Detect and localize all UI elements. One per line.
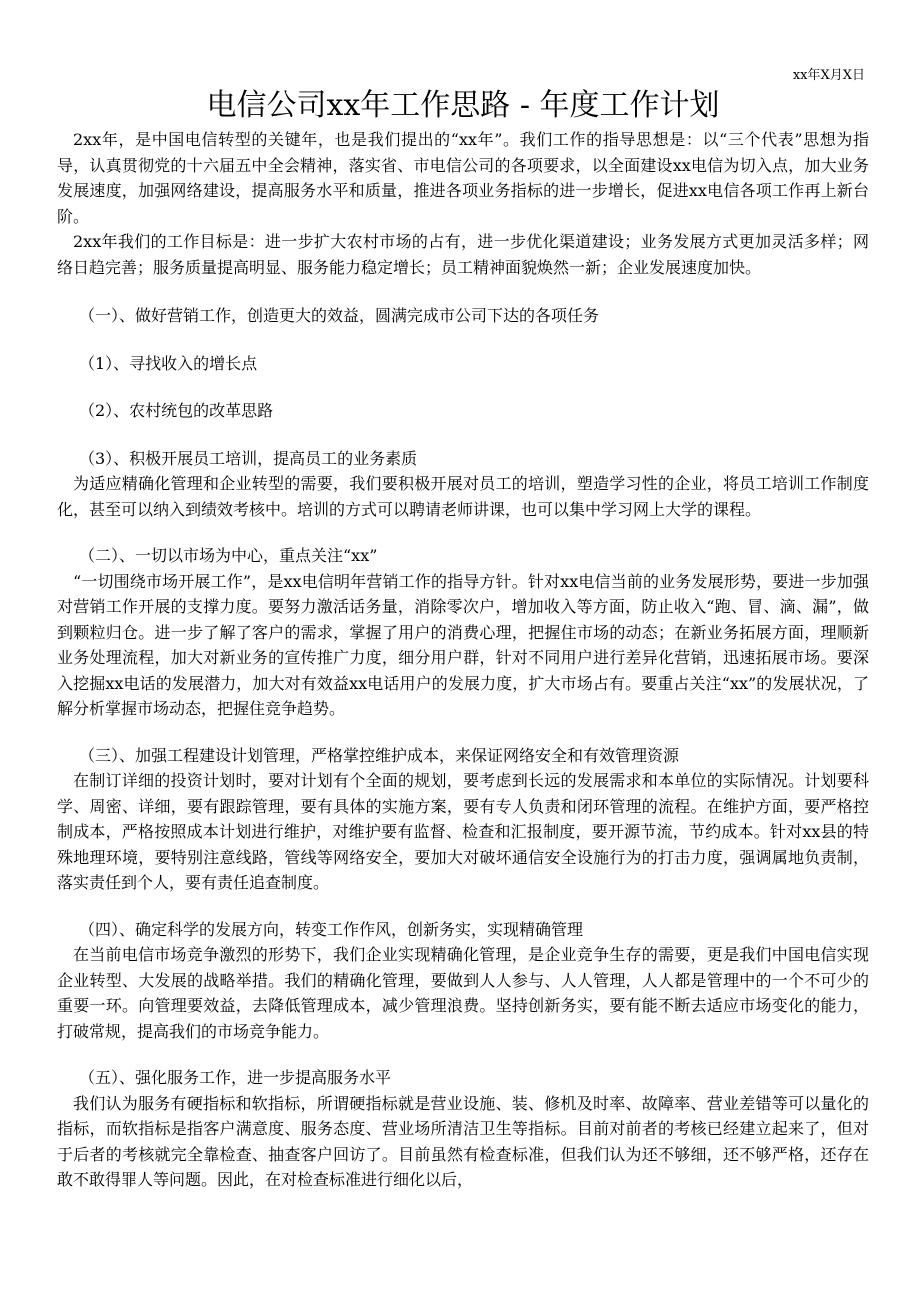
section-heading-3: （三）、加强工程建设计划管理，严格掌控维护成本，来保证网络安全和有效管理资源 xyxy=(79,745,680,765)
section-heading-4: （四）、确定科学的发展方向，转变工作作风，创新务实，实现精确管理 xyxy=(79,919,584,939)
paragraph-intro: 2xx年，是中国电信转型的关键年，也是我们提出的“xx年”。我们工作的指导思想是：以“三个代表”思想为指导，认真贯彻党的十六届五中全会精神，落实省、市电信公司的各项要求，以全面建设xx电信为切入点，加大业务发展速度，加强网络建设，提高服务水平和质量，推进各项业务指标的进一步增长，促进xx电信各项工作再上新台阶。 xyxy=(57,130,869,226)
subsection-heading-1: （1）、寻找收入的增长点 xyxy=(79,353,258,373)
document-title: 电信公司xx年工作思路 - 年度工作计划 xyxy=(206,88,720,123)
paragraph-service: 我们认为服务有硬指标和软指标，所谓硬指标就是营业设施、装、修机及时率、故障率、营业差错等可以量化的指标，而软指标是指客户满意度、服务态度、营业场所清洁卫生等指标。目前对前者的考核已经建立起来了，但对于后者的考核就完全靠检查、抽查客户回访了。目前虽然有检查标准，但我们认为还不够细，还不够严格，还存在敢不敢得罪人等问题。因此，在对检查标准进行细化以后， xyxy=(57,1093,869,1189)
paragraph-goals: 2xx年我们的工作目标是：进一步扩大农村市场的占有，进一步优化渠道建设；业务发展方式更加灵活多样；网络日趋完善；服务质量提高明显、服务能力稳定增长；员工精神面貌焕然一新；企业发展速度加快。 xyxy=(57,232,869,277)
paragraph-market: “一切围绕市场开展工作”，是xx电信明年营销工作的指导方针。针对xx电信当前的业务发展形势，要进一步加强对营销工作开展的支撑力度。要努力激活话务量，消除零次户，增加收入等方面，防止收入“跑、冒、滴、漏”，做到颗粒归仓。进一步了解了客户的需求，掌握了用户的消费心理，把握住市场的动态；在新业务拓展方面，理顺新业务处理流程，加大对新业务的宣传推广力度，细分用户群，针对不同用户进行差异化营销，迅速拓展市场。要深入挖掘xx电话的发展潜力，加大对有效益xx电话用户的发展力度，扩大市场占有。要重占关注“xx”的发展状况，了解分析掌握市场动态，把握住竞争趋势。 xyxy=(57,571,869,718)
section-heading-2: （二）、一切以市场为中心，重点关注“xx” xyxy=(79,546,378,565)
subsection-heading-2: （2）、农村统包的改革思路 xyxy=(79,401,274,420)
subsection-heading-3: （3）、积极开展员工培训，提高员工的业务素质 xyxy=(79,448,418,468)
paragraph-management: 在当前电信市场竞争激烈的形势下，我们企业实现精确化管理，是企业竞争生存的需要，更是我们中国电信实现企业转型、大发展的战略举措。我们的精确化管理，要做到人人参与、人人管理，人人都是管理中的一个不可少的重要一环。向管理要效益，去降低管理成本，减少管理浪费。坚持创新务实，要有能不断去适应市场变化的能力，打破常规，提高我们的市场竞争能力。 xyxy=(57,945,869,1041)
paragraph-engineering: 在制订详细的投资计划时，要对计划有个全面的规划，要考虑到长远的发展需求和本单位的实际情况。计划要科学、周密、详细，要有跟踪管理，要有具体的实施方案，要有专人负责和闭环管理的流程。在维护方面，要严格控制成本，严格按照成本计划进行维护，对维护要有监督、检查和汇报制度，要开源节流，节约成本。针对xx县的特殊地理环境，要特别注意线路，管线等网络安全，要加大对破坏通信安全设施行为的打击力度，强调属地负责制，落实责任到个人，要有责任追查制度。 xyxy=(57,771,869,892)
section-heading-1: （一）、做好营销工作，创造更大的效益，圆满完成市公司下达的各项任务 xyxy=(79,306,600,325)
section-heading-5: （五）、强化服务工作，进一步提高服务水平 xyxy=(79,1068,392,1087)
document-page xyxy=(57,64,869,1193)
document-date: xx年X月X日 xyxy=(792,68,865,83)
paragraph-training: 为适应精确化管理和企业转型的需要，我们要积极开展对员工的培训，塑造学习性的企业，将员工培训工作制度化，甚至可以纳入到绩效考核中。培训的方式可以聘请老师讲课，也可以集中学习网上大学的课程。 xyxy=(57,474,869,519)
